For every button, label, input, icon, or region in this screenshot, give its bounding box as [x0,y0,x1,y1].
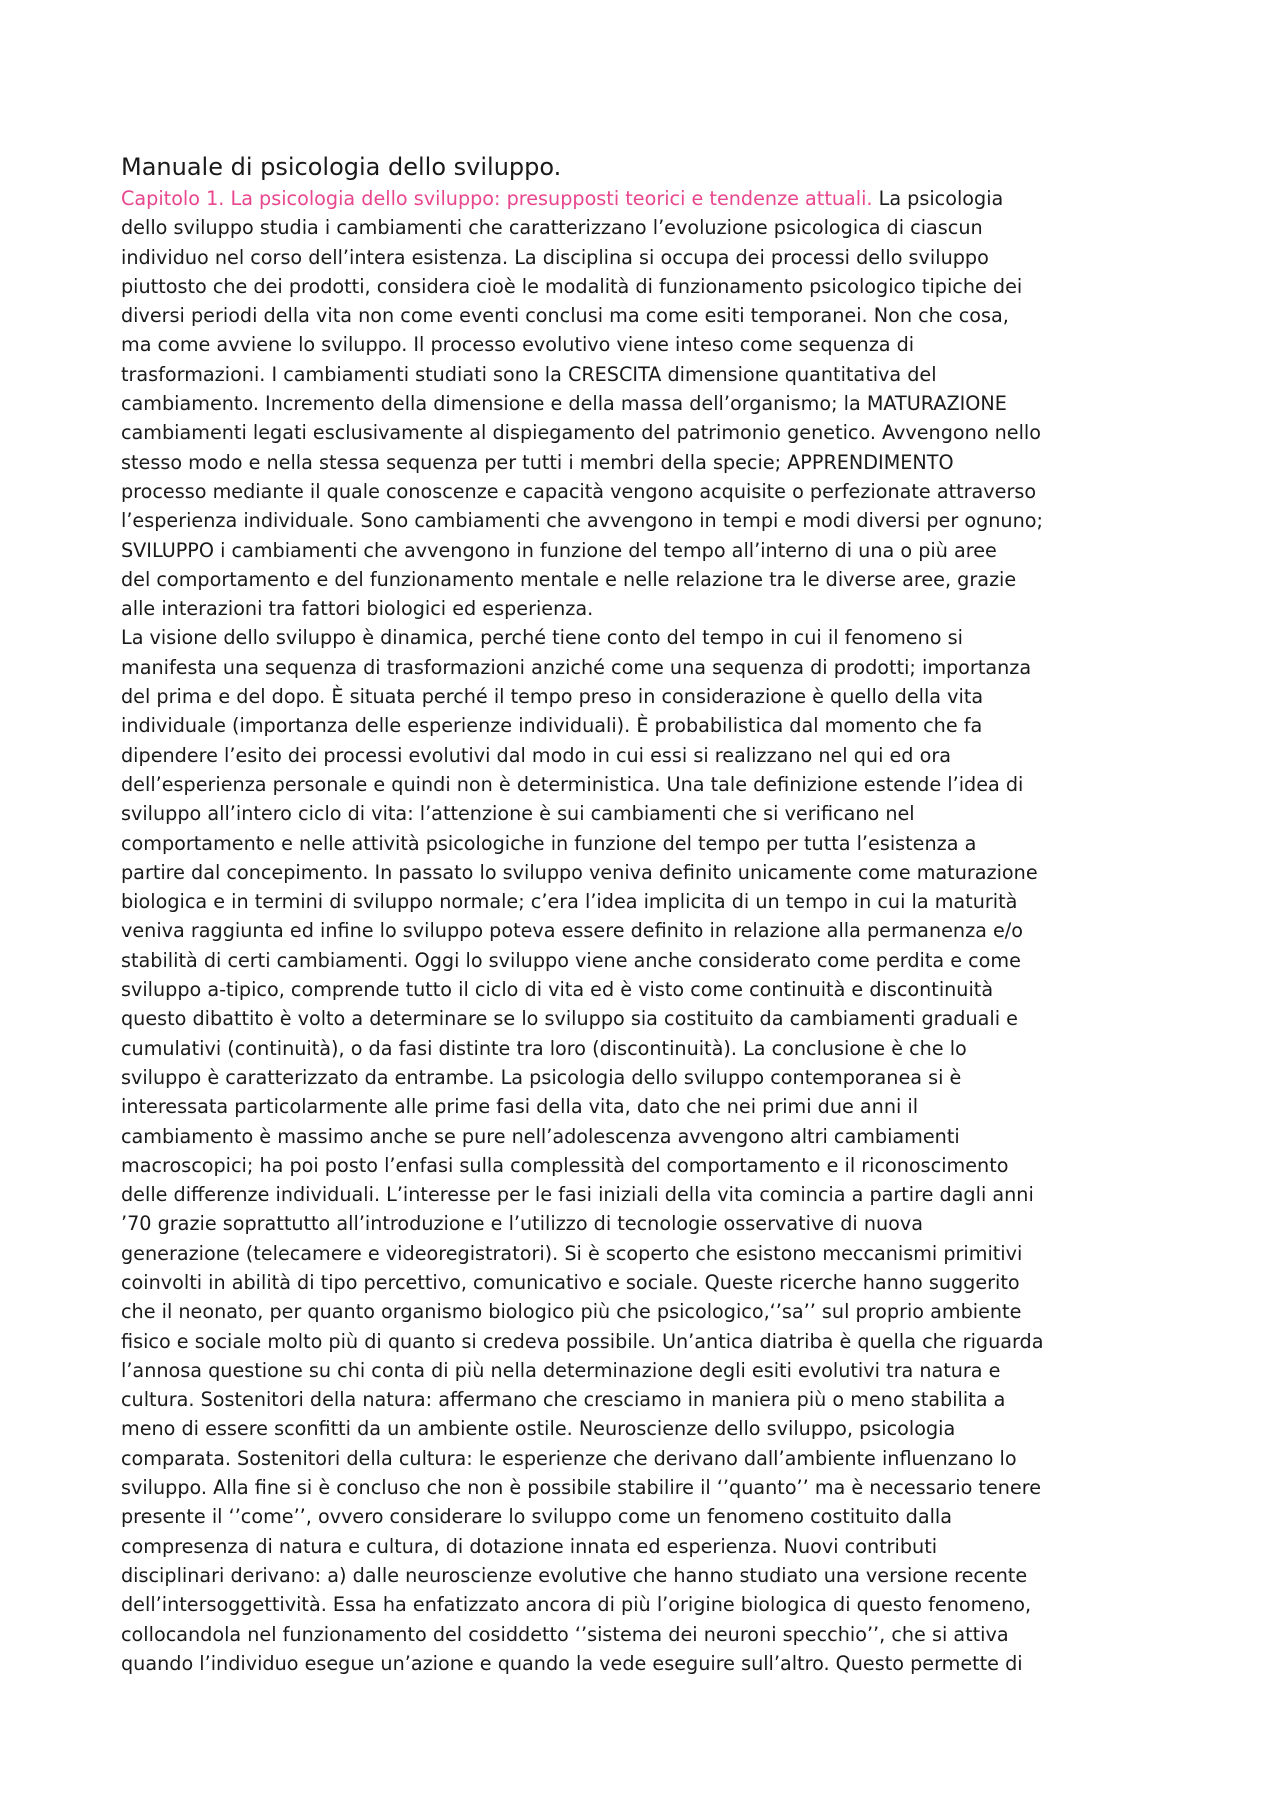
paragraph-line: coinvolti in abilità di tipo percettivo, comunicativo e sociale. Queste ricerche hanno suggerito [121,1270,1020,1294]
paragraph-line: interessata particolarmente alle prime fasi della vita, dato che nei primi due anni il [121,1095,919,1119]
paragraph-line: sviluppo all’intero ciclo di vita: l’attenzione è sui cambiamenti che si verificano nel [121,802,915,826]
paragraph-line: partire dal concepimento. In passato lo sviluppo veniva definito unicamente come maturazione [121,860,1038,884]
paragraph-line: individuo nel corso dell’intera esistenza. La disciplina si occupa dei processi dello sviluppo [121,245,989,269]
paragraph-line: che il neonato, per quanto organismo biologico più che psicologico,‘’sa’’ sul proprio ambiente [121,1300,1022,1324]
document-content [121,152,1167,1678]
paragraph-line: cumulativi (continuità), o da fasi distinte tra loro (discontinuità). La conclusione è che lo [121,1036,967,1060]
paragraph-line: piuttosto che dei prodotti, considera cioè le modalità di funzionamento psicologico tipiche dei [121,274,1023,298]
chapter-heading: Capitolo 1. La psicologia dello sviluppo: presupposti teorici e tendenze attuali. [121,187,873,210]
paragraph-line: macroscopici; ha poi posto l’enfasi sulla complessità del comportamento e il riconoscimento [121,1153,1009,1177]
paragraph-line: comportamento e nelle attività psicologiche in funzione del tempo per tutta l’esistenza a [121,831,977,855]
paragraph-line: compresenza di natura e cultura, di dotazione innata ed esperienza. Nuovi contributi [121,1534,938,1558]
paragraph-line: disciplinari derivano: a) dalle neuroscienze evolutive che hanno studiato una versione recente [121,1563,1028,1587]
paragraph-line: ’70 grazie soprattutto all’introduzione e l’utilizzo di tecnologie osservative di nuova [121,1212,923,1236]
paragraph-line: sviluppo a-tipico, comprende tutto il ciclo di vita ed è visto come continuità e discontinuità [121,978,994,1002]
paragraph-line-text: La psicologia [872,187,1004,210]
paragraph-line: trasformazioni. I cambiamenti studiati sono la CRESCITA dimensione quantitativa del [121,362,937,386]
paragraph-line: del prima e del dopo. È situata perché il tempo preso in considerazione è quello della vita [121,685,984,709]
paragraph-line: dell’esperienza personale e quindi non è deterministica. Una tale definizione estende l’idea di [121,772,1024,796]
paragraph-line: l’annosa questione su chi conta di più nella determinazione degli esiti evolutivi tra natura e [121,1358,1001,1382]
paragraph-line: cultura. Sostenitori della natura: affermano che cresciamo in maniera più o meno stabilita a [121,1388,1006,1412]
paragraph-line: dipendere l’esito dei processi evolutivi dal modo in cui essi si realizzano nel qui ed ora [121,743,951,767]
paragraph-line: l’esperienza individuale. Sono cambiamenti che avvengono in tempi e modi diversi per ognuno; [121,509,1043,533]
paragraph-line: del comportamento e del funzionamento mentale e nelle relazione tra le diverse aree, grazie [121,567,1017,591]
paragraph-line: stabilità di certi cambiamenti. Oggi lo sviluppo viene anche considerato come perdita e come [121,948,1021,972]
paragraph-line: collocandola nel funzionamento del cosiddetto ‘’sistema dei neuroni specchio’’, che si attiva [121,1622,1009,1646]
paragraph-line: cambiamento è massimo anche se pure nell’adolescenza avvengono altri cambiamenti [121,1124,960,1148]
paragraph-line: generazione (telecamere e videoregistratori). Si è scoperto che esistono meccanismi primitivi [121,1241,1023,1265]
paragraph-2 [121,623,1167,1678]
paragraph-line: fisico e sociale molto più di quanto si credeva possibile. Un’antica diatriba è quella che riguarda [121,1329,1044,1353]
paragraph-line: cambiamento. Incremento della dimensione e della massa dell’organismo; la MATURAZIONE [121,392,1007,416]
paragraph-line: SVILUPPO i cambiamenti che avvengono in funzione del tempo all’interno di una o più aree [121,538,997,562]
paragraph-line: individuale (importanza delle esperienze individuali). È probabilistica dal momento che fa [121,714,983,738]
paragraph-line: biologica e in termini di sviluppo normale; c’era l’idea implicita di un tempo in cui la maturità [121,890,1018,914]
document-title: Manuale di psicologia dello sviluppo. [121,153,562,181]
paragraph-line: veniva raggiunta ed infine lo sviluppo poteva essere definito in relazione alla permanenza e/o [121,919,1024,943]
paragraph-line: comparata. Sostenitori della cultura: le esperienze che derivano dall’ambiente influenzano lo [121,1446,1017,1470]
paragraph-line: alle interazioni tra fattori biologici ed esperienza. [121,597,594,621]
paragraph-line: diversi periodi della vita non come eventi conclusi ma come esiti temporanei. Non che cosa, [121,304,1009,328]
paragraph-line: questo dibattito è volto a determinare se lo sviluppo sia costituito da cambiamenti graduali e [121,1007,1018,1031]
paragraph-line: presente il ‘’come’’, ovvero considerare lo sviluppo come un fenomeno costituito dalla [121,1505,952,1529]
paragraph-line: manifesta una sequenza di trasformazioni anziché come una sequenza di prodotti; importanza [121,655,1032,679]
paragraph-line: delle differenze individuali. L’interesse per le fasi iniziali della vita comincia a partire dagli anni [121,1183,1034,1207]
paragraph-line: sviluppo è caratterizzato da entrambe. La psicologia dello sviluppo contemporanea si è [121,1065,962,1089]
paragraph-line: dell’intersoggettività. Essa ha enfatizzato ancora di più l’origine biologica di questo fenomeno, [121,1593,1032,1617]
paragraph-line: cambiamenti legati esclusivamente al dispiegamento del patrimonio genetico. Avvengono nello [121,421,1042,445]
paragraph-line: stesso modo e nella stessa sequenza per tutti i membri della specie; APPRENDIMENTO [121,450,954,474]
paragraph-line: dello sviluppo studia i cambiamenti che caratterizzano l’evoluzione psicologica di ciascun [121,216,983,240]
paragraph-line: meno di essere sconfitti da un ambiente ostile. Neuroscienze dello sviluppo, psicologia [121,1417,956,1441]
paragraph-line: processo mediante il quale conoscenze e capacità vengono acquisite o perfezionate attraverso [121,479,1037,503]
paragraph-line: quando l’individuo esegue un’azione e quando la vede eseguire sull’altro. Questo permette di [121,1651,1023,1675]
paragraph-line: ma come avviene lo sviluppo. Il processo evolutivo viene inteso come sequenza di [121,333,915,357]
paragraph-1 [121,184,1167,623]
paragraph-line: sviluppo. Alla fine si è concluso che non è possibile stabilire il ‘’quanto’’ ma è necessario tenere [121,1476,1041,1500]
paragraph-line [121,184,1167,213]
paragraph-line: La visione dello sviluppo è dinamica, perché tiene conto del tempo in cui il fenomeno si [121,626,963,650]
